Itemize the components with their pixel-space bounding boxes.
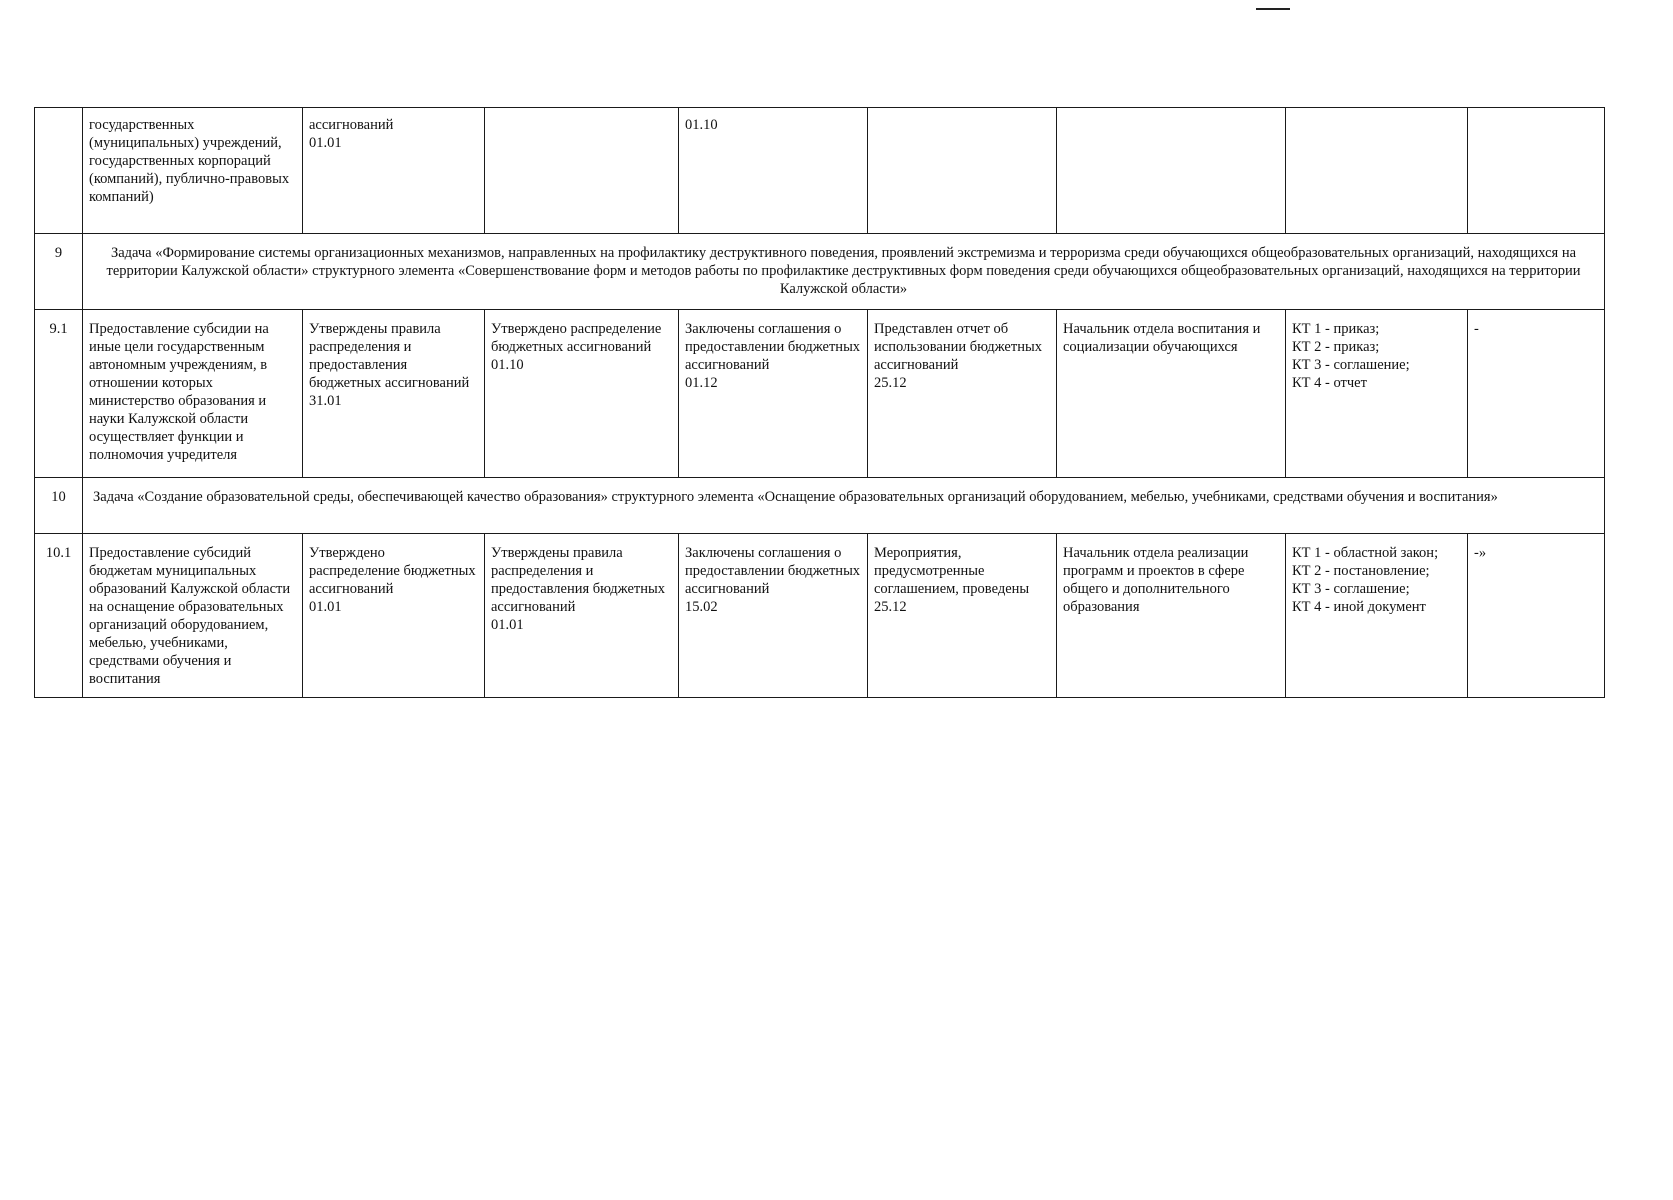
row-number: 10.1 [35, 534, 83, 698]
task-row [35, 478, 1605, 534]
task-description: Задача «Создание образовательной среды, обеспечивающей качество образования» структурного элемента «Оснащение образовательных организаций оборудованием, мебелью, учебниками, средствами обучения и воспитания» [83, 478, 1605, 534]
checkpoint-2-cell: Утверждены правила распределения и предоставления бюджетных ассигнований 01.01 [485, 534, 679, 698]
row-number: 10 [35, 478, 83, 534]
responsible-cell: Начальник отдела реализации программ и проектов в сфере общего и дополнительного образования [1057, 534, 1286, 698]
plan-table [34, 107, 1605, 698]
checkpoint-3-cell: 01.10 [679, 108, 868, 234]
checkpoint-3-cell: Заключены соглашения о предоставлении бюджетных ассигнований 01.12 [679, 310, 868, 478]
table-row [35, 534, 1605, 698]
checkpoint-1-cell: Утверждены правила распределения и предоставления бюджетных ассигнований 31.01 [303, 310, 485, 478]
top-dash-mark [1256, 8, 1290, 10]
document-type-cell [1286, 108, 1468, 234]
info-system-cell: - [1468, 310, 1605, 478]
row-number [35, 108, 83, 234]
table-row [35, 108, 1605, 234]
info-system-cell: -» [1468, 534, 1605, 698]
checkpoint-2-cell [485, 108, 679, 234]
row-number: 9.1 [35, 310, 83, 478]
table-row [35, 310, 1605, 478]
task-row [35, 234, 1605, 310]
checkpoint-4-cell: Представлен отчет об использовании бюджетных ассигнований 25.12 [868, 310, 1057, 478]
checkpoint-1-cell: Утверждено распределение бюджетных ассигнований 01.01 [303, 534, 485, 698]
info-system-cell [1468, 108, 1605, 234]
responsible-cell: Начальник отдела воспитания и социализации обучающихся [1057, 310, 1286, 478]
checkpoint-4-cell: Мероприятия, предусмотренные соглашением, проведены 25.12 [868, 534, 1057, 698]
checkpoint-3-cell: Заключены соглашения о предоставлении бюджетных ассигнований 15.02 [679, 534, 868, 698]
row-number: 9 [35, 234, 83, 310]
responsible-cell [1057, 108, 1286, 234]
task-description: Задача «Формирование системы организационных механизмов, направленных на профилактику деструктивного поведения, проявлений экстремизма и терроризма среди обучающихся общеобразовательных организаций, находящихся на территории Калужской области» структурного элемента «Совершенствование форм и методов работы по профилактике деструктивных форм поведения среди обучающихся общеобразовательных организаций, находящихся на территории Калужской области» [83, 234, 1605, 310]
checkpoint-1-cell: ассигнований 01.01 [303, 108, 485, 234]
event-name-cell: Предоставление субсидии на иные цели государственным автономным учреждениям, в отношении которых министерство образования и науки Калужской области осуществляет функции и полномочия учредителя [83, 310, 303, 478]
document-type-cell: КТ 1 - областной закон; КТ 2 - постановление; КТ 3 - соглашение; КТ 4 - иной документ [1286, 534, 1468, 698]
event-name-cell: государственных (муниципальных) учреждений, государственных корпораций (компаний), публично-правовых компаний) [83, 108, 303, 234]
event-name-cell: Предоставление субсидий бюджетам муниципальных образований Калужской области на оснащение образовательных организаций оборудованием, мебелью, учебниками, средствами обучения и воспитания [83, 534, 303, 698]
document-type-cell: КТ 1 - приказ; КТ 2 - приказ; КТ 3 - соглашение; КТ 4 - отчет [1286, 310, 1468, 478]
checkpoint-4-cell [868, 108, 1057, 234]
checkpoint-2-cell: Утверждено распределение бюджетных ассигнований 01.10 [485, 310, 679, 478]
